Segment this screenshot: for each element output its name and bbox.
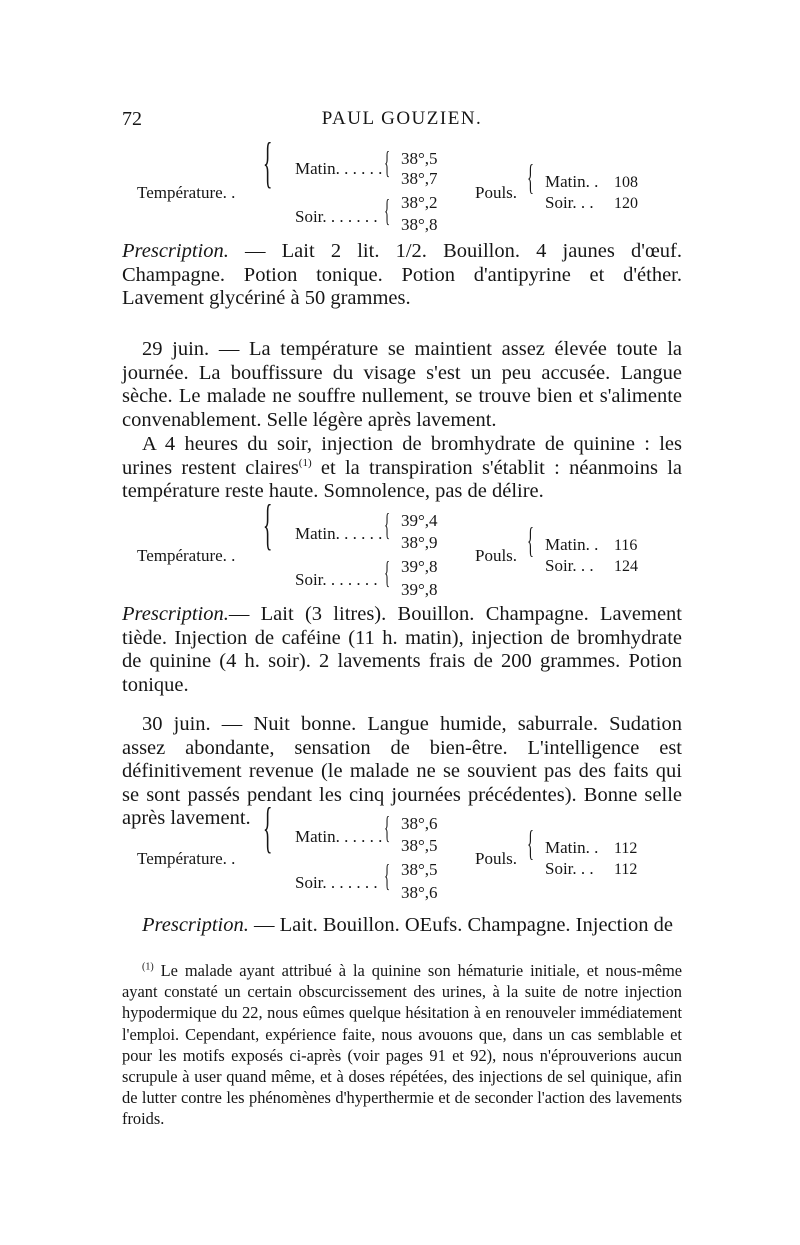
entry-text: et la transpiration s'établit : néanmoins la température reste haute. Somnolence, pas de délire. xyxy=(122,456,682,503)
page-number: 72 xyxy=(122,108,142,130)
soir-label: Soir. . . . . . . xyxy=(295,873,378,892)
pouls-matin-label: Matin. . xyxy=(545,172,599,191)
prescription-label: Prescription. xyxy=(142,914,249,936)
temp-value: 38°,8 xyxy=(401,215,438,234)
temp-value: 38°,2 xyxy=(401,193,438,212)
prescription-text: — Lait (3 litres). Bouillon. Champagne. Lavement tiède. Injection de caféine (11 h. matin), injection de bromhydrate de quinine (4 h. soir). 2 lavements frais de 200 grammes. Potion tonique. xyxy=(122,603,682,696)
temp-value: 38°,5 xyxy=(401,836,438,855)
temp-value: 38°,5 xyxy=(401,860,438,879)
brace-left: { xyxy=(263,797,273,859)
entry-29-juin xyxy=(122,338,682,432)
matin-label: Matin. . . . . . xyxy=(295,827,383,846)
pouls-soir-label: Soir. . . xyxy=(545,193,594,212)
prescription-paragraph xyxy=(122,240,682,311)
prescription-text: — Lait 2 lit. 1/2. Bouillon. 4 jaunes d'œuf. Champagne. Potion tonique. Potion d'antipyrine et d'éther. Lavement glycériné à 50 grammes. xyxy=(122,240,682,310)
vitals-table-1 xyxy=(0,132,800,250)
temp-value: 38°,9 xyxy=(401,533,438,552)
vitals-table-2 xyxy=(0,494,800,610)
pouls-label: Pouls. xyxy=(475,546,518,565)
prescription-label: Prescription. xyxy=(122,240,229,262)
footnote-text: Le malade ayant attribué à la quinine son hématurie initiale, et nous-même ayant constaté un certain obscurcissement des urines, à la suite de notre injection hypodermique du 22, nous eûmes quelque hésitation à en renouveler immédiatement l'emploi. Cependant, expérience faite, nous avouons que, dans un cas semblable et pour les motifs exposés ci-après (voir pages 91 et 92), nous n'éprouverions aucun scrupule à user quand même, et à doses répétées, des injections de sel quinique, afin de lutter contre les phénomènes d'hyperthermie et de seconder l'action des lavements froids. xyxy=(122,961,682,1129)
footnote xyxy=(122,960,682,1130)
entry-date: 29 juin. xyxy=(142,338,210,360)
entry-date: 30 juin. xyxy=(142,713,211,735)
pouls-matin-label: Matin. . xyxy=(545,535,599,554)
temp-value: 38°,6 xyxy=(401,814,438,833)
prescription-paragraph xyxy=(122,914,682,938)
temp-value: 38°,7 xyxy=(401,169,438,188)
pouls-soir-value: 112 xyxy=(614,861,638,878)
temp-value: 39°,8 xyxy=(401,557,438,576)
temperature-label: Température. . xyxy=(137,849,236,868)
temp-value: 39°,8 xyxy=(401,580,438,599)
pouls-soir-value: 120 xyxy=(614,195,638,212)
pouls-soir-value: 124 xyxy=(614,558,638,575)
entry-text: — Nuit bonne. Langue humide, saburrale. Sudation assez abondante, sensation de bien-être. L'intelligence est définitivement revenue (le malade ne se souvient pas des faits qui se sont passés pendant les cinq journées précédentes). Bonne selle après lavement. xyxy=(122,713,682,830)
entry-text: — La température se maintient assez élevée toute la journée. La bouffissure du visage s'est un peu accusée. Langue sèche. Le malade ne souffre nullement, se trouve bien et s'alimente convenablement. Selle légère après lavement. xyxy=(122,338,682,431)
temperature-label: Température. . xyxy=(137,546,236,565)
brace-left: { xyxy=(263,494,273,556)
prescription-text: — Lait. Bouillon. OEufs. Champagne. Injection de xyxy=(248,914,674,936)
brace-matin: { xyxy=(384,144,391,180)
pouls-label: Pouls. xyxy=(475,183,518,202)
pouls-soir-label: Soir. . . xyxy=(545,556,594,575)
soir-label: Soir. . . . . . . xyxy=(295,570,378,589)
footnote-marker: (1) xyxy=(142,961,154,973)
brace-matin: { xyxy=(384,809,391,845)
brace-pouls: { xyxy=(527,157,534,197)
pouls-matin-label: Matin. . xyxy=(545,838,599,857)
temp-value: 39°,4 xyxy=(401,511,438,530)
footnote-ref: (1) xyxy=(298,456,312,469)
pouls-matin-value: 108 xyxy=(614,174,638,191)
brace-matin: { xyxy=(384,506,391,542)
brace-left: { xyxy=(263,132,273,194)
temp-value: 38°,6 xyxy=(401,883,438,902)
soir-label: Soir. . . . . . . xyxy=(295,207,378,226)
temp-value: 38°,5 xyxy=(401,149,438,168)
prescription-paragraph xyxy=(122,603,682,697)
brace-pouls: { xyxy=(527,520,534,560)
entry-text: A 4 heures du soir, injection de bromhydrate de quinine : les urines restent claires xyxy=(122,433,682,479)
brace-pouls: { xyxy=(527,823,534,863)
entry-paragraph xyxy=(122,433,682,504)
matin-label: Matin. . . . . . xyxy=(295,524,383,543)
pouls-matin-value: 112 xyxy=(614,840,638,857)
pouls-matin-value: 116 xyxy=(614,537,638,554)
prescription-label: Prescription. xyxy=(122,603,229,625)
page-header xyxy=(122,108,682,136)
brace-soir: { xyxy=(384,192,391,228)
running-title: PAUL GOUZIEN. xyxy=(321,108,483,129)
pouls-soir-label: Soir. . . xyxy=(545,859,594,878)
matin-label: Matin. . . . . . xyxy=(295,159,383,178)
brace-soir: { xyxy=(384,857,391,893)
temperature-label: Température. . xyxy=(137,183,236,202)
pouls-label: Pouls. xyxy=(475,849,518,868)
vitals-table-3 xyxy=(0,797,800,913)
brace-soir: { xyxy=(384,554,391,590)
